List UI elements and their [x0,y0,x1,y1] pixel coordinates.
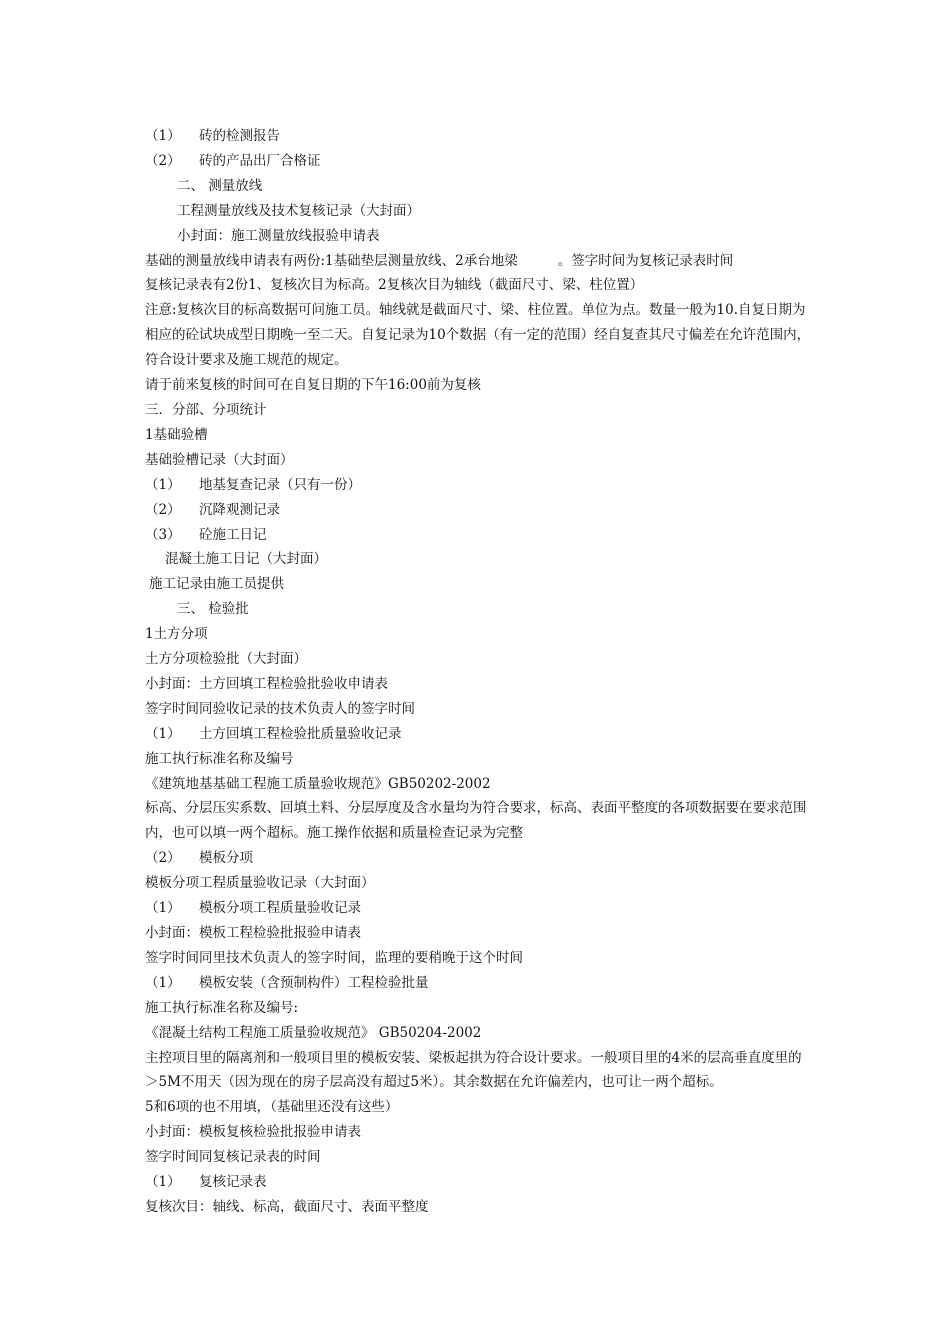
item-text: 砖的产品出厂合格证 [199,152,321,169]
list-item [145,846,815,871]
text-line: 请于前来复核的时间可在自复日期的下午16:00前为复核 [145,377,481,394]
text-line: 1基础验槽 [145,426,208,443]
item-text: 砼施工日记 [199,526,267,543]
list-item [145,523,815,548]
item-number: （1） [145,128,181,144]
item-text: 模板分项 [199,850,253,867]
list-item [145,896,815,921]
text-line: 工程测量放线及技术复核记录（大封面） [177,202,420,219]
list-item [145,971,815,996]
text-line: 基础验槽记录（大封面） [145,451,294,468]
item-text: 沉降观测记录 [199,501,280,518]
list-item [145,498,815,523]
text-line: 复核记录表有2份1、复核次目为标高。2复核次目为轴线（截面尺寸、梁、柱位置） [145,277,644,294]
text-line: 签字时间同复核记录表的时间 [145,1149,321,1166]
item-text: 模板分项工程质量验收记录 [199,900,361,917]
list-item [145,149,815,174]
item-text: 模板安装（含预制构件）工程检验批量 [199,974,429,991]
text-line: 1土方分项 [145,626,208,643]
text-line: 施工执行标准名称及编号: [145,999,299,1016]
text-line: 签字时间同里技术负责人的签字时间，监理的要稍晚于这个时间 [145,949,523,966]
text-line: 混凝土施工日记（大封面） [165,551,327,568]
item-text: 地基复查记录（只有一份） [199,476,361,493]
text-line: 模板分项工程质量验收记录（大封面） [145,875,375,892]
item-number: （1） [145,725,181,742]
text-line: 5和6项的也不用填，（基础里还没有这些） [145,1099,399,1116]
item-number: （3） [145,526,181,543]
item-text: 砖的检测报告 [199,128,280,144]
item-number: （2） [145,501,181,518]
paragraph: 注意:复核次目的标高数据可问施工员。轴线就是截面尺寸、梁、柱位置。单位为点。数量一般为10.自复日期为相应的砼试块成型日期晚一至二天。自复记录为10个数据（有一定的范围）经自复查其尺寸偏差在允许范围内，符合设计要求及施工规范的规定。 [145,302,811,369]
item-number: （1） [145,900,181,917]
text-part: 。签字时间为复核记录表时间 [557,252,734,269]
text-line: 施工执行标准名称及编号 [145,750,294,767]
text-line: 《建筑地基基础工程施工质量验收规范》GB50202-2002 [145,775,491,792]
list-item [145,124,815,149]
section-heading: 三．分部、分项统计 [145,401,267,418]
paragraph: 主控项目里的隔离剂和一般项目里的模板安装、梁板起拱为符合设计要求。一般项目里的4米的层高垂直度里的＞5M不用天（因为现在的房子层高没有超过5米）。其余数据在允许偏差内，也可让一两个超标。 [145,1049,802,1091]
item-text: 复核记录表 [199,1174,267,1191]
paragraph: 标高、分层压实系数、回填土料、分层厚度及含水量均为符合要求，标高、表面平整度的各项数据要在要求范围内，也可以填一两个超标。施工操作依据和质量检查记录为完整 [145,800,807,842]
item-number: （2） [145,850,181,867]
text-line: 小封面：模板复核检验批报验申请表 [145,1124,361,1141]
list-item [145,1170,815,1195]
text-line: 小封面：土方回填工程检验批验收申请表 [145,675,388,692]
document-body [145,124,815,1220]
text-line: 复核次目：轴线、标高，截面尺寸、表面平整度 [145,1198,429,1215]
text-line [145,249,815,274]
item-number: （2） [145,152,181,169]
item-number: （1） [145,476,181,493]
section-heading: 三、 检验批 [177,601,249,618]
list-item [145,722,815,747]
text-line: 土方分项检验批（大封面） [145,651,307,668]
text-line: 施工记录由施工员提供 [149,576,284,593]
item-number: （1） [145,974,181,991]
text-part: 基础的测量放线申请表有两份:1基础垫层测量放线、2承台地梁 [145,252,518,269]
item-text: 土方回填工程检验批质量验收记录 [199,725,402,742]
text-line: 《混凝土结构工程施工质量验收规范》 GB50204-2002 [145,1024,482,1041]
section-heading: 二、 测量放线 [177,177,263,194]
text-line: 签字时间同验收记录的技术负责人的签字时间 [145,700,415,717]
list-item [145,473,815,498]
text-line: 小封面：施工测量放线报验申请表 [177,227,380,244]
item-number: （1） [145,1174,181,1191]
text-line: 小封面：模板工程检验批报验申请表 [145,925,361,941]
